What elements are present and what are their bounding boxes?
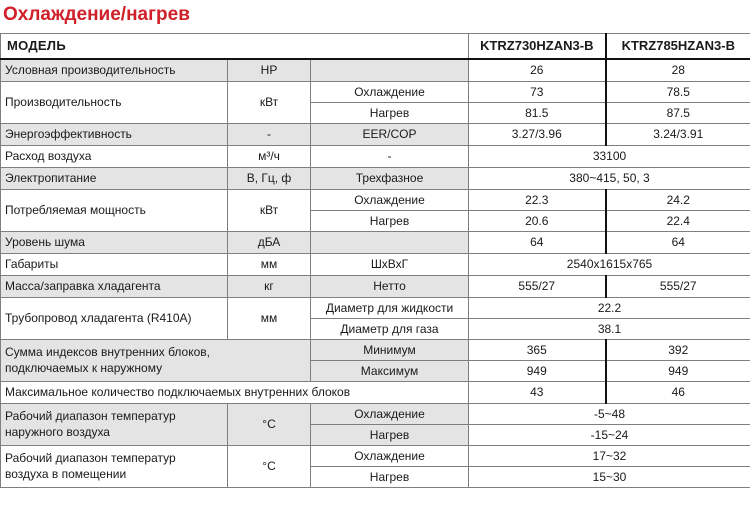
mode-cell: EER/COP [311, 123, 469, 145]
table-row [1, 167, 750, 189]
mode-cell: Нагрев [311, 424, 469, 445]
unit-cell: °C [228, 403, 311, 445]
header-model: МОДЕЛЬ [1, 34, 469, 60]
param-cell: Потребляемая мощность [1, 189, 228, 231]
param-cell: Максимальное количество подключаемых внутренних блоков [1, 381, 469, 403]
table-row [1, 231, 750, 253]
unit-cell: - [228, 123, 311, 145]
param-cell: Энергоэффективность [1, 123, 228, 145]
mode-cell: Нагрев [311, 466, 469, 487]
mode-cell [311, 231, 469, 253]
value-cell: 87.5 [606, 102, 750, 123]
table-header-row [1, 34, 750, 60]
value-cell: 73 [469, 81, 606, 102]
mode-cell: Охлаждение [311, 445, 469, 466]
mode-cell: - [311, 145, 469, 167]
table-row [1, 253, 750, 275]
param-line: Рабочий диапазон температур [5, 409, 176, 423]
param-cell [1, 445, 228, 487]
unit-cell: В, Гц, ф [228, 167, 311, 189]
header-model-1: KTRZ730HZAN3-B [469, 34, 606, 60]
page-title: Охлаждение/нагрев [3, 4, 190, 25]
param-cell: Трубопровод хладагента (R410A) [1, 297, 228, 339]
unit-cell: дБА [228, 231, 311, 253]
unit-cell: кВт [228, 189, 311, 231]
value-cell: 46 [606, 381, 750, 403]
value-cell: 24.2 [606, 189, 750, 210]
table-row [1, 275, 750, 297]
value-cell: 15~30 [469, 466, 750, 487]
param-cell [1, 339, 311, 381]
mode-cell: Нагрев [311, 210, 469, 231]
unit-cell: HP [228, 59, 311, 81]
value-cell: 3.27/3.96 [469, 123, 606, 145]
value-cell: 33100 [469, 145, 750, 167]
param-cell: Электропитание [1, 167, 228, 189]
param-cell: Габариты [1, 253, 228, 275]
param-line: Сумма индексов внутренних блоков, [5, 345, 210, 359]
value-cell: 20.6 [469, 210, 606, 231]
unit-cell: °C [228, 445, 311, 487]
table-row [1, 123, 750, 145]
mode-cell: Диаметр для газа [311, 318, 469, 339]
table-row [1, 297, 750, 318]
param-line: Рабочий диапазон температур [5, 451, 176, 465]
value-cell: 64 [469, 231, 606, 253]
mode-cell [311, 59, 469, 81]
spec-table [0, 33, 750, 488]
value-cell: 38.1 [469, 318, 750, 339]
unit-cell: мм [228, 297, 311, 339]
value-cell: 2540x1615x765 [469, 253, 750, 275]
table-row [1, 189, 750, 210]
value-cell: 949 [606, 360, 750, 381]
value-cell: 43 [469, 381, 606, 403]
value-cell: 22.3 [469, 189, 606, 210]
mode-cell: ШхВхГ [311, 253, 469, 275]
value-cell: 392 [606, 339, 750, 360]
value-cell: -5~48 [469, 403, 750, 424]
mode-cell: Трехфазное [311, 167, 469, 189]
unit-cell: кВт [228, 81, 311, 123]
mode-cell: Охлаждение [311, 189, 469, 210]
value-cell: 949 [469, 360, 606, 381]
value-cell: 365 [469, 339, 606, 360]
table-row [1, 59, 750, 81]
value-cell: 81.5 [469, 102, 606, 123]
unit-cell: кг [228, 275, 311, 297]
param-cell: Уровень шума [1, 231, 228, 253]
param-cell [1, 403, 228, 445]
value-cell: 64 [606, 231, 750, 253]
mode-cell: Охлаждение [311, 81, 469, 102]
table-row [1, 381, 750, 403]
mode-cell: Диаметр для жидкости [311, 297, 469, 318]
table-row [1, 81, 750, 102]
value-cell: 26 [469, 59, 606, 81]
unit-cell: мм [228, 253, 311, 275]
value-cell: 22.2 [469, 297, 750, 318]
value-cell: 78.5 [606, 81, 750, 102]
value-cell: 22.4 [606, 210, 750, 231]
mode-cell: Нагрев [311, 102, 469, 123]
table-row [1, 145, 750, 167]
table-row [1, 445, 750, 466]
unit-cell: м³/ч [228, 145, 311, 167]
value-cell: 555/27 [606, 275, 750, 297]
value-cell: 380~415, 50, 3 [469, 167, 750, 189]
param-line: наружного воздуха [5, 425, 110, 439]
param-cell: Масса/заправка хладагента [1, 275, 228, 297]
param-cell: Производительность [1, 81, 228, 123]
param-cell: Условная производительность [1, 59, 228, 81]
value-cell: 17~32 [469, 445, 750, 466]
value-cell: 28 [606, 59, 750, 81]
param-line: воздуха в помещении [5, 467, 127, 481]
value-cell: 555/27 [469, 275, 606, 297]
param-line: подключаемых к наружному [5, 361, 163, 375]
mode-cell: Нетто [311, 275, 469, 297]
mode-cell: Охлаждение [311, 403, 469, 424]
mode-cell: Максимум [311, 360, 469, 381]
table-row [1, 403, 750, 424]
value-cell: 3.24/3.91 [606, 123, 750, 145]
value-cell: -15~24 [469, 424, 750, 445]
header-model-2: KTRZ785HZAN3-B [606, 34, 750, 60]
mode-cell: Минимум [311, 339, 469, 360]
param-cell: Расход воздуха [1, 145, 228, 167]
table-row [1, 339, 750, 360]
